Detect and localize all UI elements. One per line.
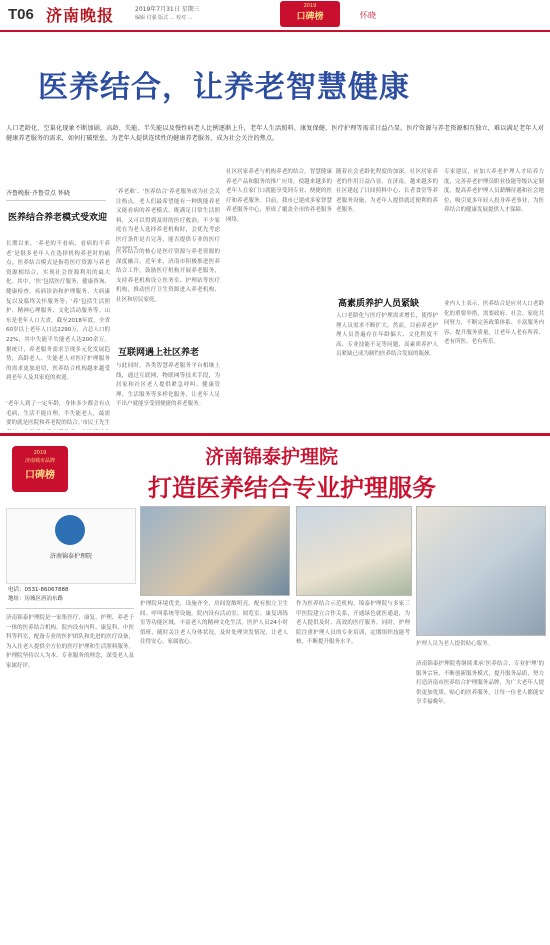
divider [6, 608, 134, 609]
column2-body-cont: 与此同时，各类智慧养老服务平台相继上线，通过互联网、物联网等技术手段，为居家和社区老人提供紧急呼叫、健康管理、生活服务等多样化服务，让老年人足不出户就能享受到便捷的养老服务。 [116, 363, 220, 408]
advert-column1: 济南锦泰护理院是一家集医疗、康复、护理、养老于一体的医养结合机构，院内设有内科、康复科、中医科等科室，配备专业的医护团队和先进的医疗设备，为入住老人提供全方位的医疗护理和生活照料服务。护理院坚持以人为本、专业服务的理念，深受老人及家属好评。 [6, 615, 134, 669]
advert-top-rule [0, 433, 550, 436]
divider [6, 200, 106, 201]
column4-body: 专家建议，应加大养老护理人才培养力度，完善养老护理员职业技能等级认定制度，提高养老护理人员薪酬待遇和社会地位，吸引更多年轻人投身养老事业，为医养结合的健康发展提供人才保障。 [444, 169, 544, 214]
advert-badge [12, 446, 68, 492]
column1-subhead: 医养结合养老模式受欢迎 [8, 213, 108, 223]
advert-subtitle: 打造医养结合专业护理服务 [148, 473, 436, 502]
column3-body: 社区居家养老与机构养老的结合，智慧健康养老产品和服务的推广应用，使越来越多的老年人在家门口就能享受到专业、便捷的医疗和养老服务。目前，我市已建成多家智慧养老服务中心，形成了覆盖全市的养老服务网络。 [226, 169, 332, 223]
photo-building [296, 506, 412, 596]
header-rule [0, 30, 550, 32]
newspaper-logo: 济南晚报 [46, 6, 115, 25]
issue-date: 2019年7月31日 星期三 [135, 6, 200, 13]
advert-column4: 济南锦泰护理院将继续秉承‘医养结合、专业护理’的服务宗旨，不断创新服务模式，提升服务品质，努力打造济南市医养结合护理服务品牌，为广大老年人提供更加优质、贴心的医养服务，让每一位老人都能安享幸福晚年。 [416, 661, 544, 706]
institution-logo-name: 济南锦泰护理院 [49, 553, 92, 560]
reputation-badge [280, 1, 340, 27]
article-lead: 人口老龄化、空巢化现象不断加剧，高龄、失能、半失能以及慢性病老人比例逐渐上升，老年人生活照料、康复保健、医疗护理等需求日益凸显。医疗资源与养老资源相互独立，难以满足老年人对健康养老服务的需求，如何打破壁垒，为老年人提供连续性的健康养老服务，成为社会关注的焦点。 [6, 125, 544, 142]
column3-subhead: 高素质养护人员紧缺 [338, 299, 420, 309]
editors-line: 编辑 付强 版式 ... 校对 ... [135, 15, 193, 21]
photo-nurse-elderly [416, 506, 546, 636]
page-number: T06 [8, 6, 34, 23]
advert-badge-label: 济南城市品牌 [24, 458, 55, 464]
contact-address: 地址：历城区唐冶东路 [8, 596, 64, 602]
contact-phone: 电话：0531-86067888 [8, 587, 69, 593]
headline: 医养结合，让养老智慧健康 [38, 70, 410, 105]
byline: 齐鲁晚报·齐鲁壹点 怀晓 [6, 190, 70, 197]
photo-care-scene [140, 506, 290, 596]
advert-column3: 作为医养结合示范机构，锦泰护理院与多家三甲医院建立合作关系，开通绿色就医通道，为老人提供及时、高效的医疗服务。同时，护理院注重护理人员的专业培训，定期组织技能考核，不断提升服务水平。 [296, 601, 410, 646]
section-tag: 怀晓 [360, 11, 376, 20]
advert-badge-year: 2019 [33, 450, 47, 456]
institution-logo-card [6, 508, 136, 584]
column1-body: 长期以来，‘养老的不看病、看病的不养老’是很多老年人在选择机构养老时的痛点。医养结合模式是指将医疗资源与养老资源相结合，实现社会资源利用的最大化。其中，‘医’包括医疗服务、健康咨询、健康检查、疾病诊治和护理服务、大病康复以及临终关怀服务等；‘养’包括生活照护、精神心理服务、文化活动服务等。山东是老年人口大省，截至2018年底，全省60岁以上老年人口达2290万，占总人口的22%，其中失能半失能老人达200余万。据统计，养老服务需求呈现多元化发展趋势，高龄老人、失能老人对医疗护理服务的需求更加迫切，医养结合机构越来越受到老年人及其家庭的欢迎。 [6, 241, 110, 382]
badge-year: 2019 [303, 3, 317, 9]
column1-body-cont: ‘老年人到了一定年龄，身体多少都会有点毛病，生活不能自理、半失能老人，最需要的就是医院和养老院的结合。’市民王先生 [6, 401, 110, 427]
badge-text: 口碑榜 [296, 12, 324, 22]
column3b-body: 随着社会老龄化程度的加深，社区居家养老的作用日益凸显。在济南，越来越多的社区建起了日间照料中心、长者食堂等养老服务设施，为老年人提供就近便利的养老服务。 [336, 169, 438, 214]
column2-top: ‘养老难’、‘医养结合’养老服务成为社会关注热点。老人们最希望能有一种既能养老又能看病的养老模式，既满足日常生活照料，又可以得到及时的医疗救治。不少家庭在为老人选择养老机构时，会优先考虑医疗条件是否完善，能否提供专业的医疗 [116, 189, 220, 243]
advert-badge-text: 口碑榜 [25, 470, 55, 481]
advert-title: 济南锦泰护理院 [205, 446, 339, 468]
column2-body: 医养结合的核心是医疗资源与养老资源的深度融合。近年来，济南市积极推进医养结合工作，鼓励医疗机构开展养老服务，支持养老机构设立医务室、护理站等医疗机构，推动医疗卫生资源进入养老机构、社区和居民家庭。 [116, 249, 220, 303]
photo-caption: 护理人员为老人提供贴心服务。 [416, 641, 494, 647]
column3b-body-cont: 人口老龄化与医疗护理需求增长，使得护理人员需求不断扩大。然而，目前养老护理人员普遍存在年龄偏大、文化程度不高、专业技能不足等问题，高素质养护人员紧缺已成为制约医养结合发展的瓶颈。 [336, 313, 438, 358]
institution-emblem-icon [55, 515, 85, 545]
column2-subhead: 互联网遇上社区养老 [118, 348, 200, 358]
column4-body-cont: 业内人士表示，医养结合是应对人口老龄化的重要举措，需要政府、社会、家庭共同努力，不断完善政策体系、丰富服务内容、提升服务质量，让老年人老有所养、老有所医、老有所乐。 [444, 301, 544, 346]
advert-column2: 护理院环境优美，设施齐全，房间宽敞明亮，配有独立卫生间、呼叫系统等设施。院内设有活动室、阅览室、康复训练室等功能区域，丰富老人的精神文化生活。医护人员24小时值班，随时关注老人身体状况，及时处理突发情况，让老人住得安心、家属放心。 [140, 601, 288, 646]
